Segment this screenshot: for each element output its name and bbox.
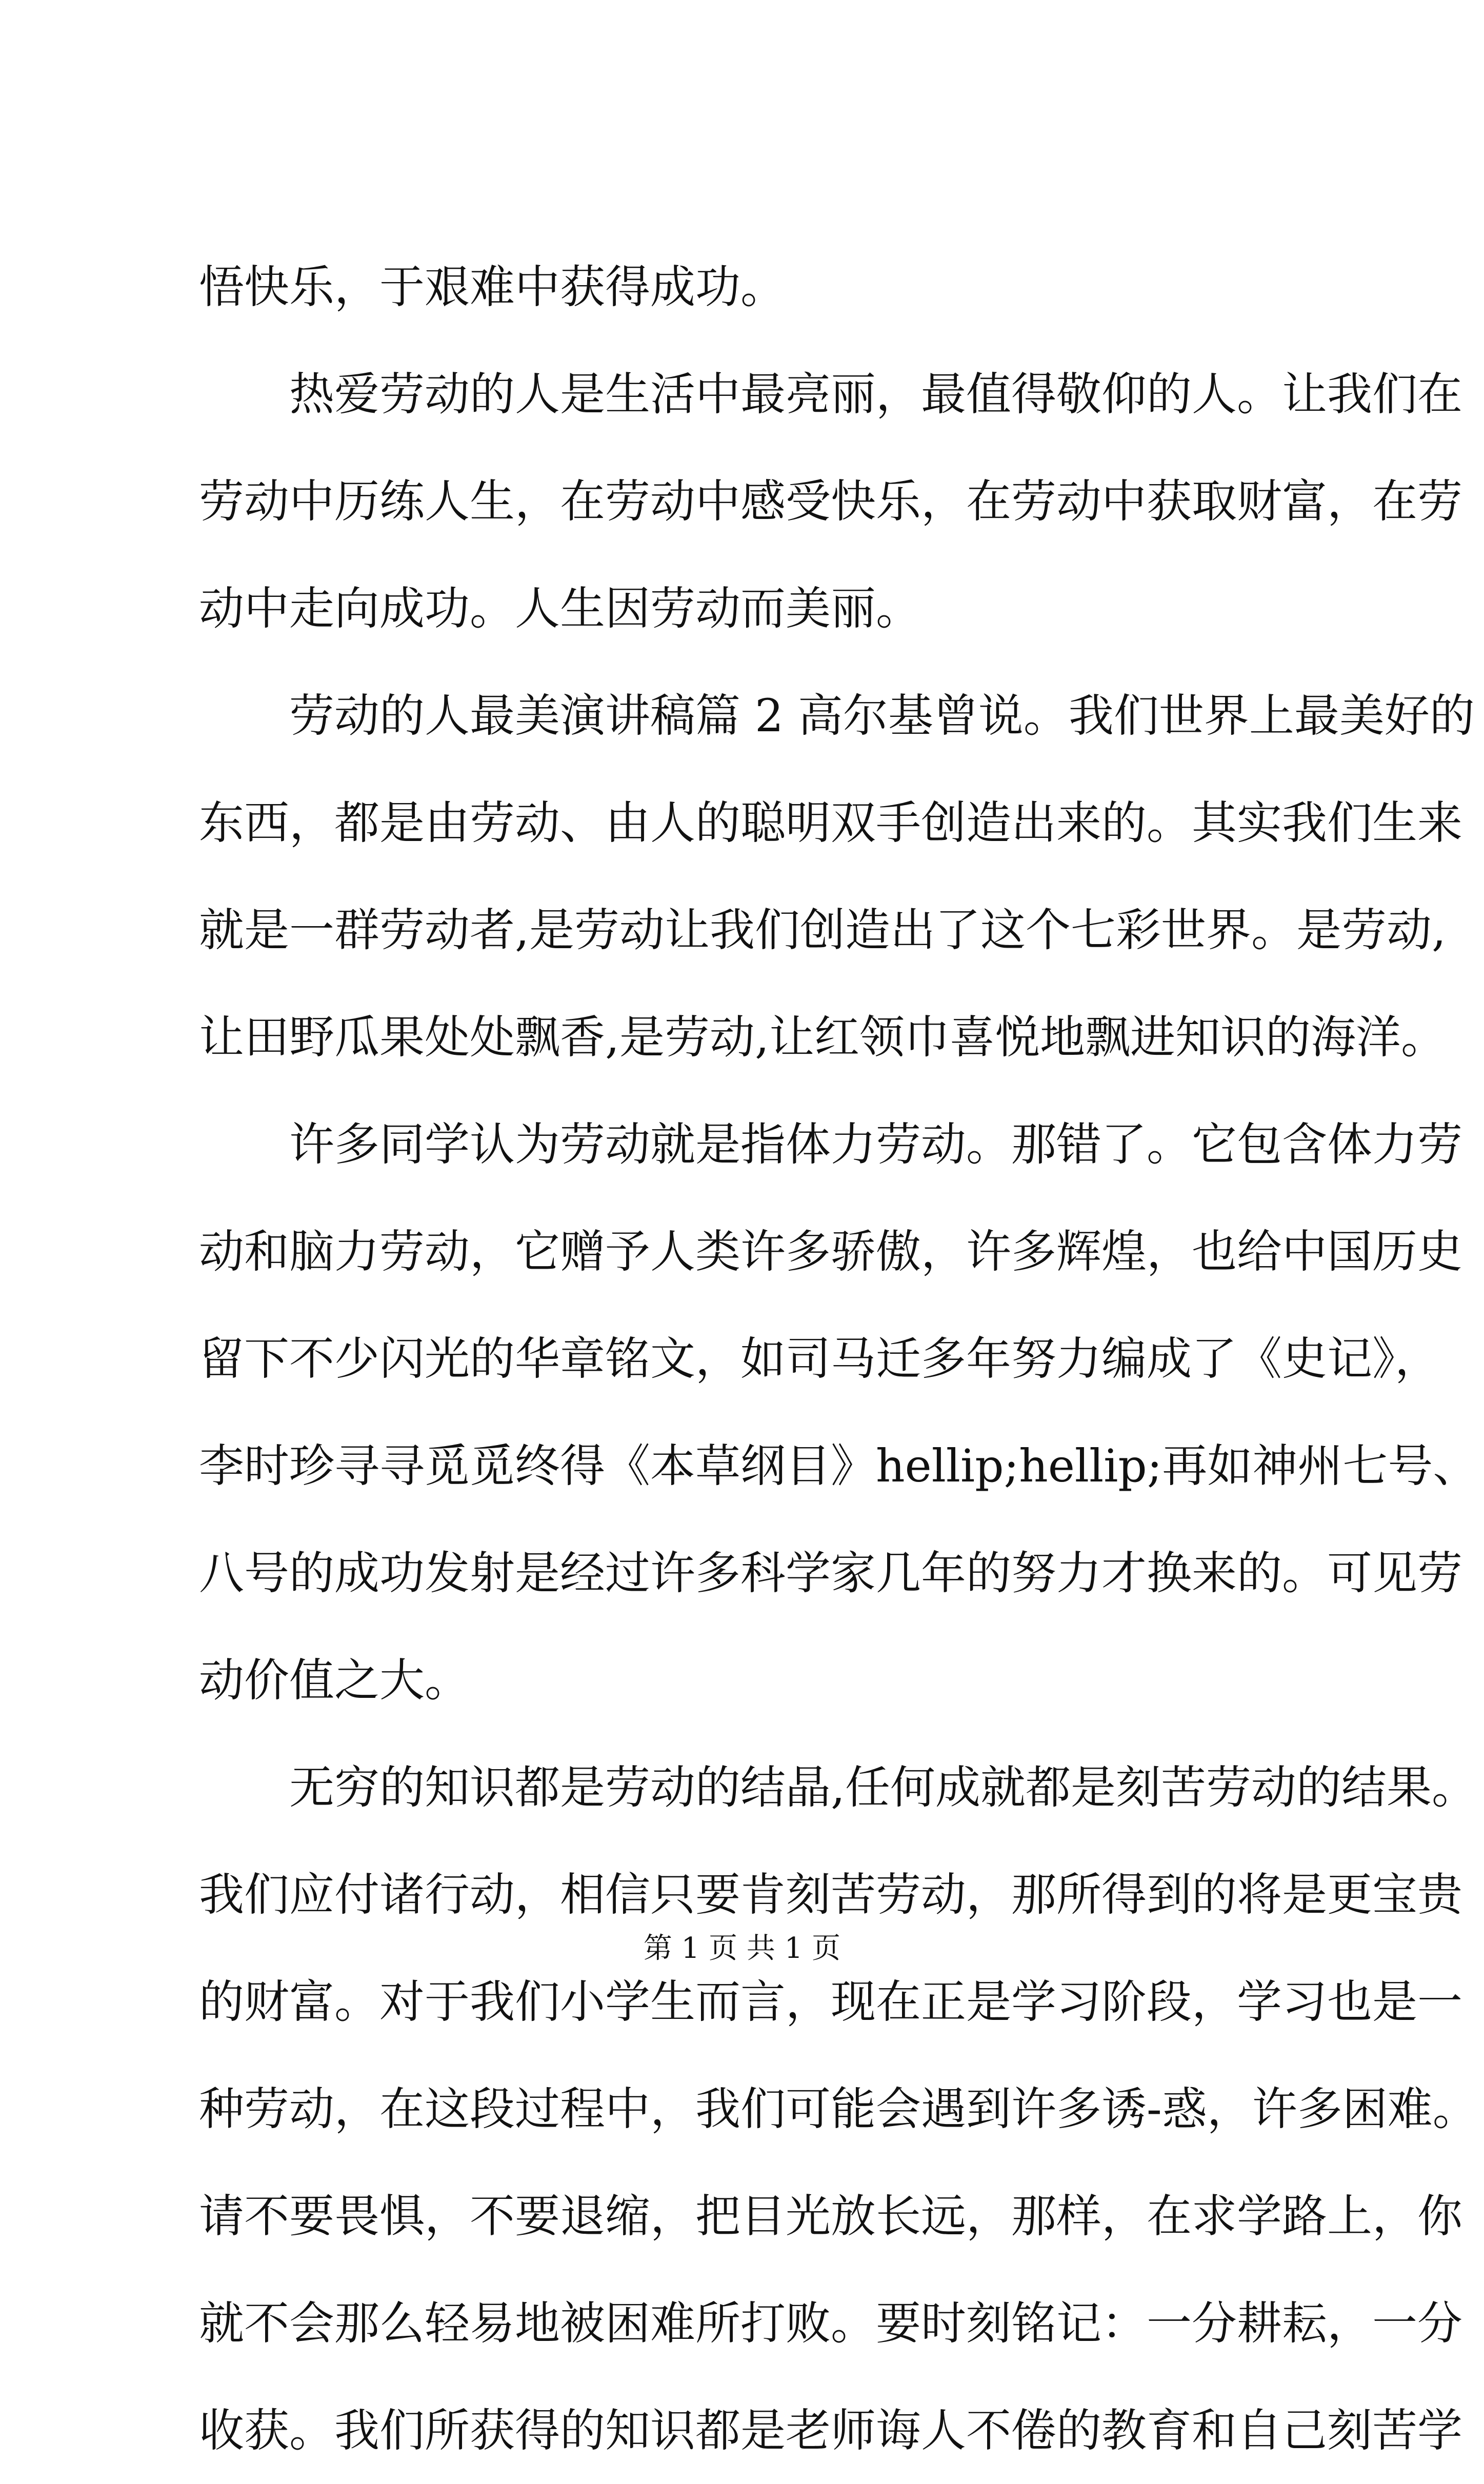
text-line: 动中走向成功。人生因劳动而美丽。 <box>199 582 921 635</box>
text-line: 种劳动，在这段过程中，我们可能会遇到许多诱-惑，许多困难。 <box>199 2082 1478 2135</box>
document-body <box>199 233 1478 2484</box>
paragraph-first-line: 劳动的人最美演讲稿篇 2 高尔基曾说。我们世界上最美好的 <box>289 689 1475 742</box>
text-line: 动价值之大。 <box>199 1654 470 1707</box>
text-line: 八号的成功发射是经过许多科学家几年的努力才换来的。可见劳 <box>199 1547 1463 1599</box>
page-number-label: 第 1 页 共 1 页 <box>643 1932 841 1965</box>
text-line: 我们应付诸行动，相信只要肯刻苦劳动，那所得到的将是更宝贵 <box>199 1868 1463 1921</box>
text-line: 就是一群劳动者,是劳动让我们创造出了这个七彩世界。是劳动, <box>199 904 1446 956</box>
text-line: 收获。我们所获得的知识都是老师诲人不倦的教育和自己刻苦学 <box>199 2404 1463 2457</box>
text-line: 悟快乐，于艰难中获得成功。 <box>199 261 786 313</box>
text-line: 东西，都是由劳动、由人的聪明双手创造出来的。其实我们生来 <box>199 796 1463 849</box>
text-line: 李时珍寻寻觅觅终得《本草纲目》hellip;hellip;再如神州七号、 <box>199 1439 1478 1492</box>
text-line: 请不要畏惧，不要退缩，把目光放长远，那样，在求学路上，你 <box>199 2190 1463 2242</box>
text-line: 留下不少闪光的华章铭文，如司马迁多年努力编成了《史记》， <box>199 1332 1440 1385</box>
paragraph-first-line: 许多同学认为劳动就是指体力劳动。那错了。它包含体力劳 <box>289 1118 1463 1171</box>
paragraph-first-line: 无穷的知识都是劳动的结晶,任何成就都是刻苦劳动的结果。 <box>289 1761 1477 1814</box>
text-line: 动和脑力劳动，它赠予人类许多骄傲，许多辉煌，也给中国历史 <box>199 1225 1463 1278</box>
text-line: 劳动中历练人生，在劳动中感受快乐，在劳动中获取财富，在劳 <box>199 475 1463 528</box>
text-line: 就不会那么轻易地被困难所打败。要时刻铭记：一分耕耘，一分 <box>199 2297 1463 2350</box>
page-footer <box>0 1928 1484 1969</box>
paragraph-first-line: 热爱劳动的人是生活中最亮丽，最值得敬仰的人。让我们在 <box>289 368 1463 420</box>
text-line: 让田野瓜果处处飘香,是劳动,让红领巾喜悦地飘进知识的海洋。 <box>199 1011 1446 1064</box>
text-line: 的财富。对于我们小学生而言，现在正是学习阶段，学习也是一 <box>199 1975 1463 2028</box>
